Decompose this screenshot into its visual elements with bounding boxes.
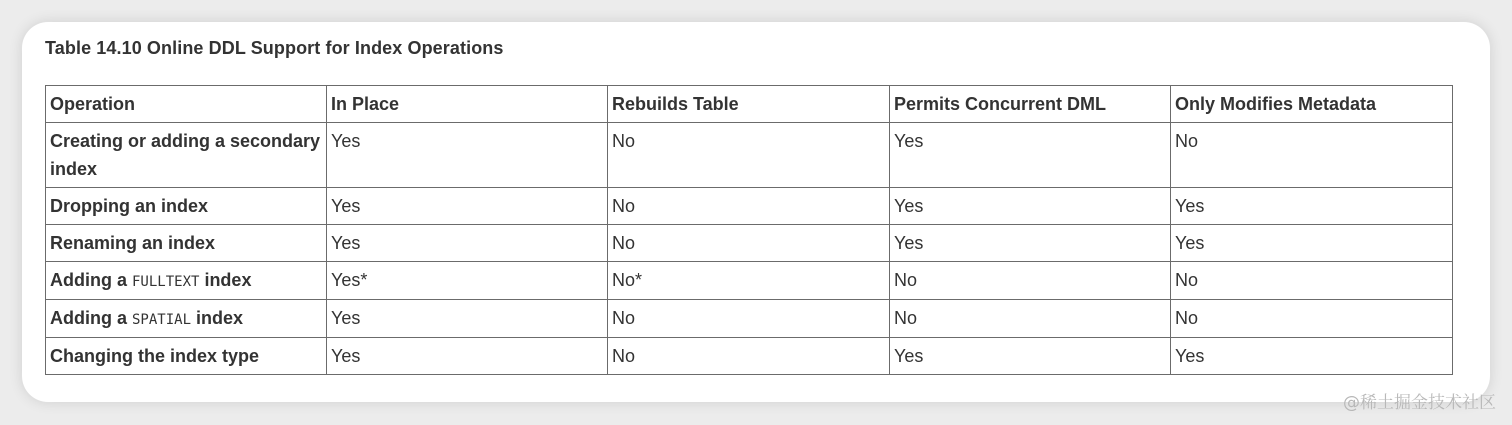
rebuilds-table-cell: No* — [608, 262, 890, 300]
operation-text-prefix: Adding a — [50, 308, 132, 328]
table-row — [46, 188, 1453, 225]
table-caption: Table 14.10 Online DDL Support for Index Operations — [45, 38, 504, 58]
permits-concurrent-dml-cell: Yes — [890, 123, 1171, 188]
operation-code-keyword: SPATIAL — [132, 312, 192, 328]
permits-concurrent-dml-cell: Yes — [890, 225, 1171, 262]
operation-cell — [46, 338, 327, 375]
operation-cell — [46, 188, 327, 225]
permits-concurrent-dml-cell: No — [890, 262, 1171, 300]
operation-text-suffix: index — [191, 308, 244, 328]
in-place-cell: Yes* — [327, 262, 608, 300]
in-place-cell: Yes — [327, 338, 608, 375]
only-modifies-metadata-cell: No — [1171, 300, 1453, 338]
only-modifies-metadata-cell: Yes — [1171, 338, 1453, 375]
operation-text: Creating or adding a secondary index — [50, 131, 321, 179]
rebuilds-table-cell: No — [608, 338, 890, 375]
permits-concurrent-dml-cell: Yes — [890, 188, 1171, 225]
column-header-operation: Operation — [46, 86, 327, 123]
in-place-cell: Yes — [327, 300, 608, 338]
only-modifies-metadata-cell: Yes — [1171, 225, 1453, 262]
operation-text-prefix: Adding a — [50, 270, 132, 290]
column-header-in-place: In Place — [327, 86, 608, 123]
operation-code-keyword: FULLTEXT — [132, 274, 200, 290]
table-row — [46, 338, 1453, 375]
rebuilds-table-cell: No — [608, 123, 890, 188]
online-ddl-table — [45, 85, 1453, 375]
column-header-only-modifies-metadata: Only Modifies Metadata — [1171, 86, 1453, 123]
rebuilds-table-cell: No — [608, 300, 890, 338]
rebuilds-table-cell: No — [608, 188, 890, 225]
operation-cell — [46, 300, 327, 338]
only-modifies-metadata-cell: No — [1171, 262, 1453, 300]
operation-text-suffix: index — [199, 270, 252, 290]
permits-concurrent-dml-cell: Yes — [890, 338, 1171, 375]
watermark: @稀土掘金技术社区 — [1343, 393, 1496, 413]
table-row — [46, 225, 1453, 262]
table-row — [46, 300, 1453, 338]
table-header-row — [46, 86, 1453, 123]
table-row — [46, 123, 1453, 188]
operation-text: Changing the index type — [50, 346, 260, 366]
operation-text: Dropping an index — [50, 196, 209, 216]
permits-concurrent-dml-cell: No — [890, 300, 1171, 338]
operation-cell — [46, 225, 327, 262]
only-modifies-metadata-cell: No — [1171, 123, 1453, 188]
table-row — [46, 262, 1453, 300]
column-header-rebuilds-table: Rebuilds Table — [608, 86, 890, 123]
column-header-permits-concurrent-dml: Permits Concurrent DML — [890, 86, 1171, 123]
in-place-cell: Yes — [327, 188, 608, 225]
rebuilds-table-cell: No — [608, 225, 890, 262]
operation-cell — [46, 123, 327, 188]
operation-text: Renaming an index — [50, 233, 216, 253]
in-place-cell: Yes — [327, 225, 608, 262]
operation-cell — [46, 262, 327, 300]
in-place-cell: Yes — [327, 123, 608, 188]
only-modifies-metadata-cell: Yes — [1171, 188, 1453, 225]
